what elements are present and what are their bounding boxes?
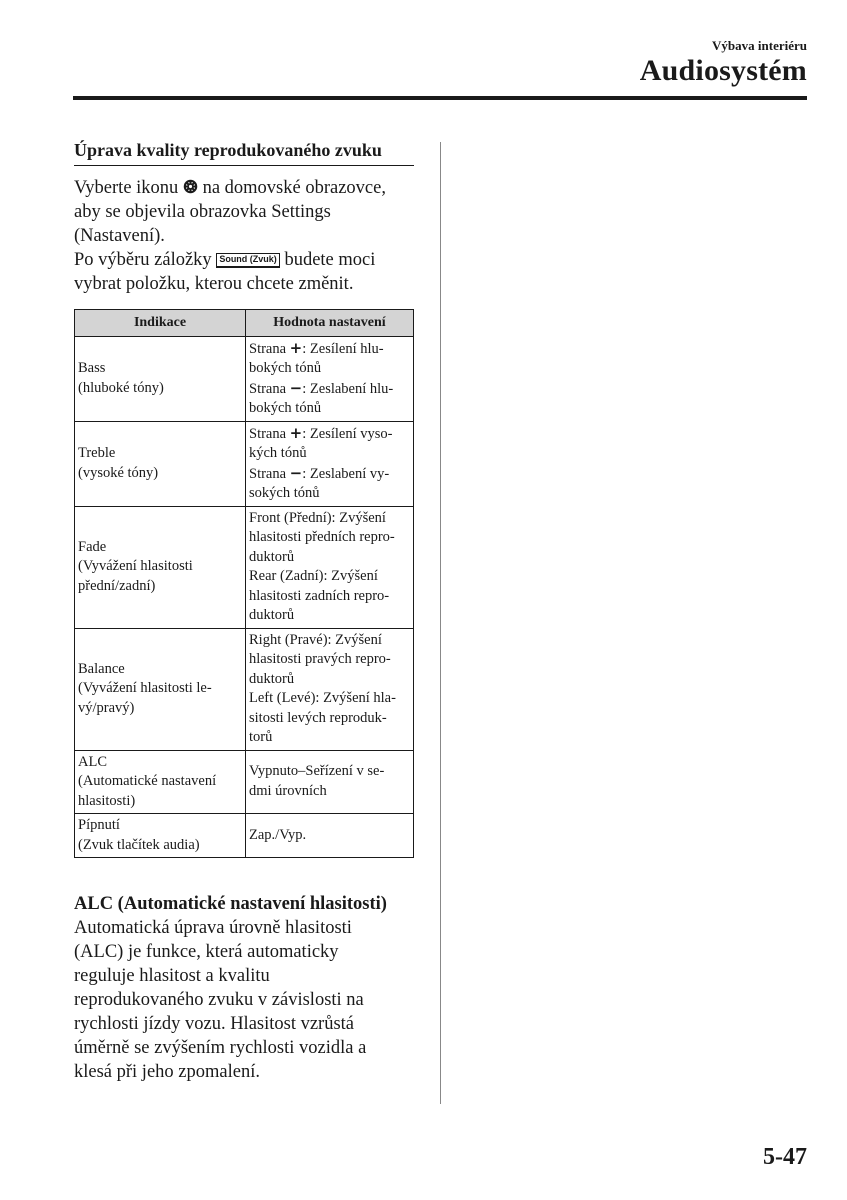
indication-line: (Vyvážení hlasitosti — [78, 558, 193, 575]
intro-line1-start: Vyberte ikonu — [74, 178, 183, 198]
value-line: hlasitosti zadních repro- — [249, 587, 390, 604]
value-line-start: Strana — [249, 340, 290, 357]
value-line: Zap./Vyp. — [249, 826, 307, 843]
alc-line: Automatická úprava úrovně hlasitosti — [74, 918, 352, 938]
value-line: bokých tónů — [249, 400, 322, 416]
intro-line1-end: na domovské obrazovce, — [197, 178, 386, 198]
intro-paragraph — [74, 176, 414, 296]
value-line: duktorů — [249, 607, 295, 623]
intro-line3: (Nastavení). — [74, 226, 165, 246]
header-rule — [73, 96, 807, 100]
intro-line2: aby se objevila obrazovka Settings — [74, 202, 331, 222]
minus-icon: − — [289, 378, 303, 397]
value-line: hlasitosti pravých repro- — [249, 651, 391, 667]
value-line: Vypnuto–Seřízení v se- — [249, 763, 385, 780]
page-title: Audiosystém — [639, 54, 807, 87]
value-line: Left (Levé): Zvýšení hla- — [249, 690, 396, 706]
running-header-section: Výbava interiéru — [712, 38, 807, 53]
gear-icon — [183, 177, 198, 192]
value-line-end: : Zesílení hlu- — [302, 340, 384, 357]
value-cell — [246, 814, 414, 858]
indication-cell — [75, 421, 246, 506]
table-row — [75, 506, 414, 628]
value-line: hlasitosti předních repro- — [249, 529, 395, 545]
alc-line: úměrně se zvýšením rychlosti vozidla a — [74, 1038, 367, 1058]
column-divider — [440, 142, 441, 1104]
left-column — [74, 140, 414, 1084]
indication-line: vý/pravý) — [78, 699, 135, 716]
indication-line: Fade — [78, 538, 107, 555]
value-cell — [246, 506, 414, 628]
sound-tab-label: Sound (Zvuk) — [216, 253, 280, 268]
alc-line: reguluje hlasitost a kvalitu — [74, 966, 270, 986]
indication-cell — [75, 506, 246, 628]
indication-line: (hluboké tóny) — [78, 379, 164, 396]
value-line-end: : Zeslabení hlu- — [302, 380, 394, 397]
alc-line: rychlosti jízdy vozu. Hlasitost vzrůstá — [74, 1014, 355, 1034]
indication-cell — [75, 750, 246, 814]
alc-paragraph — [74, 916, 414, 1084]
indication-line: (Zvuk tlačítek audia) — [78, 836, 200, 853]
value-line: sokých tónů — [249, 485, 320, 501]
intro-line4-start: Po výběru záložky — [74, 250, 217, 270]
value-line: bokých tónů — [249, 360, 322, 376]
table-row — [75, 750, 414, 814]
value-line-end: : Zesílení vyso- — [302, 425, 393, 442]
table-body — [75, 336, 414, 858]
page-number: 5-47 — [763, 1144, 807, 1170]
value-line — [249, 464, 410, 485]
indication-line: Balance — [78, 660, 125, 677]
column-header-indication: Indikace — [75, 310, 246, 337]
value-line-start: Strana — [249, 465, 290, 482]
alc-line: klesá při jeho zpomalení. — [74, 1062, 260, 1082]
value-line-start: Strana — [249, 380, 290, 397]
alc-heading: ALC (Automatické nastavení hlasitosti) — [74, 894, 387, 914]
indication-line: hlasitosti) — [78, 792, 136, 809]
value-line — [249, 339, 410, 360]
value-line: Right (Pravé): Zvýšení — [249, 631, 382, 648]
value-line: duktorů — [249, 670, 295, 687]
value-cell — [246, 336, 414, 421]
value-cell — [246, 628, 414, 750]
indication-line: (Vyvážení hlasitosti le- — [78, 680, 212, 697]
value-line — [249, 424, 410, 445]
column-header-value: Hodnota nastavení — [246, 310, 414, 337]
alc-line: reprodukovaného zvuku v závislosti na — [74, 990, 364, 1010]
alc-line: (ALC) je funkce, která automaticky — [74, 942, 339, 962]
indication-cell — [75, 336, 246, 421]
value-line — [249, 379, 410, 400]
indication-line: Pípnutí — [78, 817, 120, 833]
value-line: kých tónů — [249, 445, 307, 461]
value-line-end: : Zeslabení vy- — [302, 465, 390, 482]
value-line: torů — [249, 729, 273, 745]
indication-line: Treble — [78, 445, 116, 461]
value-line-start: Strana — [249, 425, 290, 442]
value-cell — [246, 421, 414, 506]
value-line: dmi úrovních — [249, 782, 327, 799]
value-line: sitosti levých reproduk- — [249, 709, 387, 726]
settings-table — [74, 309, 414, 858]
value-line: duktorů — [249, 548, 295, 565]
indication-line: (Automatické nastavení — [78, 773, 217, 789]
indication-cell — [75, 628, 246, 750]
indication-line: (vysoké tóny) — [78, 464, 159, 481]
value-line: Front (Přední): Zvýšení — [249, 509, 386, 526]
minus-icon: − — [289, 463, 303, 482]
indication-cell — [75, 814, 246, 858]
plus-icon: + — [289, 423, 303, 442]
indication-line: přední/zadní) — [78, 577, 156, 594]
plus-icon: + — [289, 338, 303, 357]
table-header-row — [75, 310, 414, 337]
table-row — [75, 628, 414, 750]
indication-line: Bass — [78, 360, 106, 376]
section-heading: Úprava kvality reprodukovaného zvuku — [74, 140, 414, 166]
table-row — [75, 421, 414, 506]
value-line: Rear (Zadní): Zvýšení — [249, 568, 378, 584]
table-row — [75, 336, 414, 421]
table-row — [75, 814, 414, 858]
intro-line5: vybrat položku, kterou chcete změnit. — [74, 274, 354, 294]
value-cell — [246, 750, 414, 814]
indication-line: ALC — [78, 753, 107, 770]
intro-line4-end: budete moci — [279, 250, 376, 270]
